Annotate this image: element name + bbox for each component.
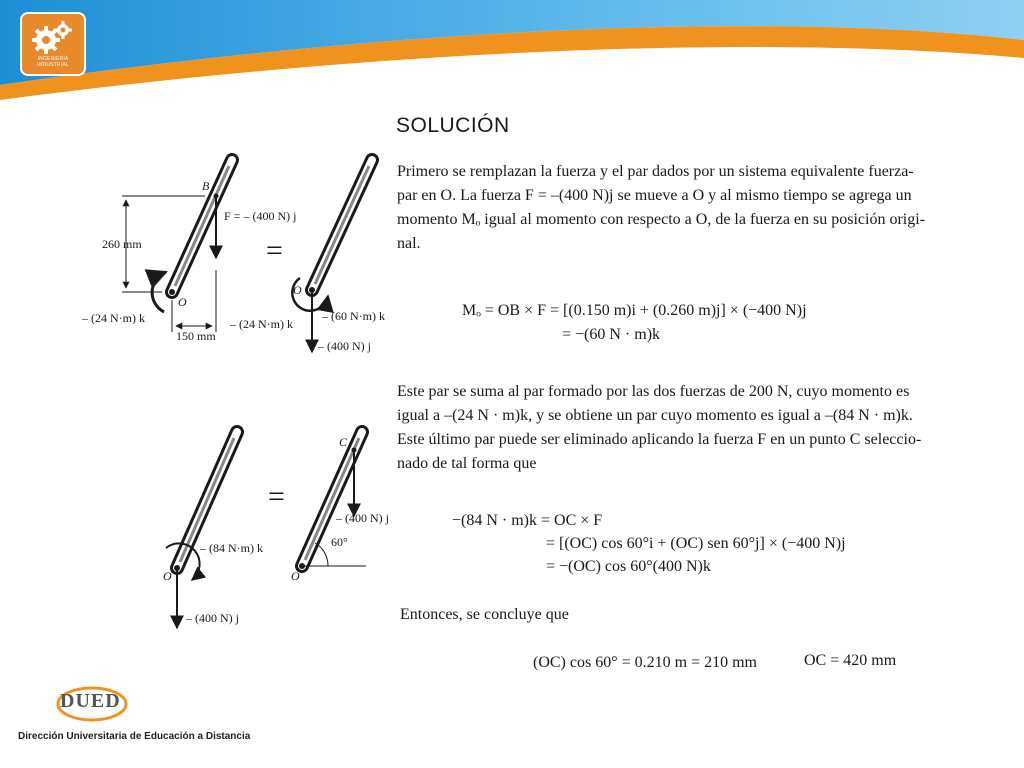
paragraph-2-line: nado de tal forma que xyxy=(397,455,537,472)
equation-1-line: Mₒ = OB × F = [(0.150 m)i + (0.260 m)j] × (−400 N)j xyxy=(462,302,807,319)
dimension-260-label: 260 mm xyxy=(102,237,142,251)
diagram-bottom-right xyxy=(291,432,389,583)
footer-caption: Dirección Universitaria de Educación a Distancia xyxy=(18,731,251,742)
paragraph-3: Entonces, se concluye que xyxy=(400,606,569,623)
diagram-bottom-left xyxy=(163,432,263,628)
dimension-150-label: 150 mm xyxy=(176,329,216,343)
paragraph-2-line: igual a –(24 N · m)k, y se obtiene un par cuyo momento es igual a –(84 N · m)k. xyxy=(397,407,913,424)
paragraph-1-line: par en O. La fuerza F = –(400 N)j se mueve a O y al mismo tiempo se agrega un xyxy=(397,187,912,204)
point-o-label-4: O xyxy=(291,569,300,583)
paragraph-1-line: nal. xyxy=(397,235,421,252)
paragraph-2-line: Este par se suma al par formado por las dos fuerzas de 200 N, cuyo momento es xyxy=(397,383,910,400)
force-400-label: – (400 N) j xyxy=(318,339,371,353)
equation-2-line: = [(OC) cos 60°i + (OC) sen 60°j] × (−400 N)j xyxy=(546,535,846,552)
moment-84-label: – (84 N·m) k xyxy=(200,541,263,555)
solution-title: SOLUCIÓN xyxy=(396,114,510,137)
angle-60-label: 60° xyxy=(331,535,348,549)
result-right: OC = 420 mm xyxy=(804,652,897,669)
moment-60-label: – (60 N·m) k xyxy=(322,309,385,323)
paragraph-1-line: Primero se remplazan la fuerza y el par dados por un sistema equivalente fuerza- xyxy=(397,163,914,180)
couple-right-label: – (24 N·m) k xyxy=(230,317,293,331)
equation-1-line: = −(60 N · m)k xyxy=(562,326,661,343)
point-c-label: C xyxy=(339,435,348,449)
equation-2-line: = −(OC) cos 60°(400 N)k xyxy=(546,558,711,575)
paragraph-1-line: momento Mₒ igual al momento con respecto a O, de la fuerza en su posición origi- xyxy=(397,211,926,228)
force-400-label-2: – (400 N) j xyxy=(186,611,239,625)
equation-2-line: −(84 N · m)k = OC × F xyxy=(452,512,603,529)
point-b-label: B xyxy=(202,179,210,193)
point-o-label-3: O xyxy=(163,569,172,583)
point-o-label: O xyxy=(178,295,187,309)
result-left: (OC) cos 60° = 0.210 m = 210 mm xyxy=(533,654,757,671)
point-o-label-2: O xyxy=(293,283,302,297)
diagram-top-right xyxy=(292,160,385,353)
dued-logo xyxy=(60,690,121,713)
force-400-label-3: – (400 N) j xyxy=(336,511,389,525)
couple-left-label: – (24 N·m) k xyxy=(82,311,145,325)
force-f-label: F = – (400 N) j xyxy=(224,209,297,223)
paragraph-2-line: Este último par puede ser eliminado aplicando la fuerza F en un punto C seleccio- xyxy=(397,431,922,448)
diagram-top-left xyxy=(81,160,296,343)
logo-caption: INGENIERÍA INDUSTRIAL xyxy=(37,56,69,68)
equals-sign-bottom: = xyxy=(268,480,285,513)
equals-sign-top: = xyxy=(266,234,283,267)
dued-wordmark: DUED xyxy=(60,690,121,712)
